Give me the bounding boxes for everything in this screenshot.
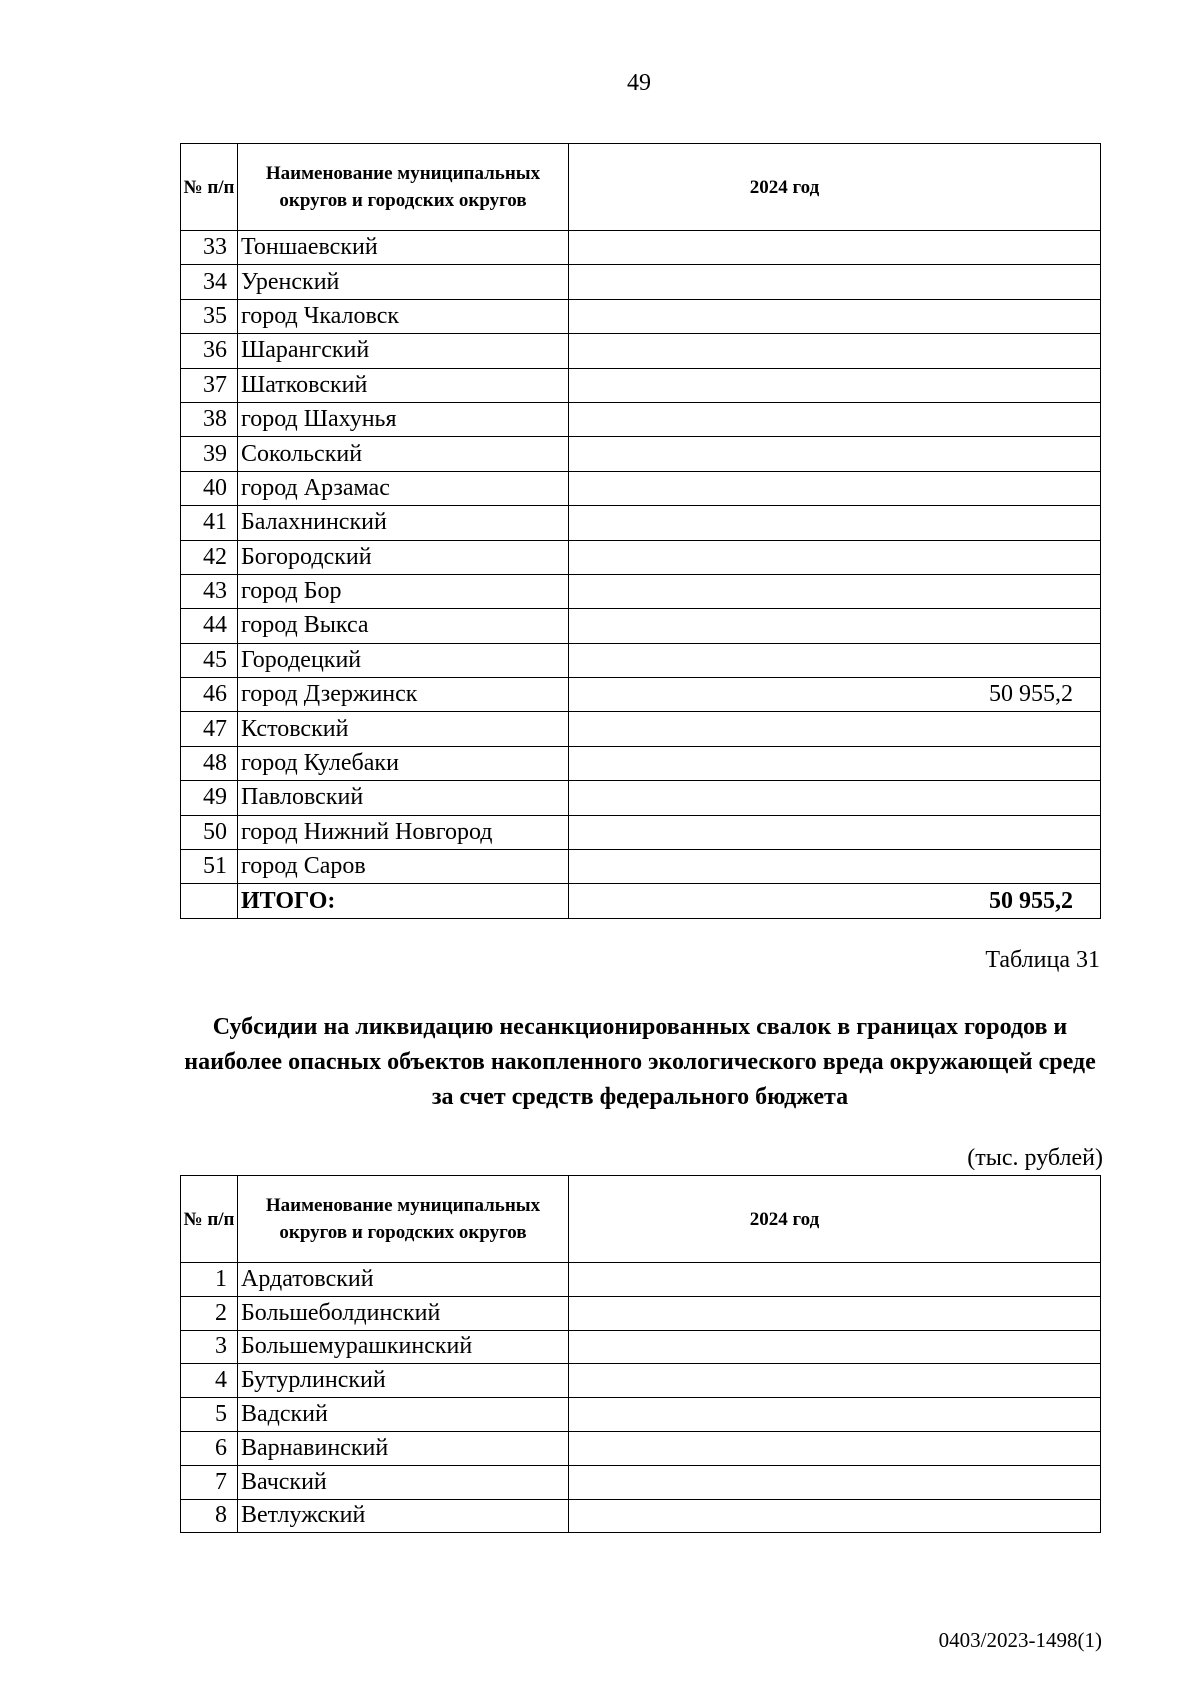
row-value — [569, 850, 1101, 884]
row-number: 33 — [181, 231, 238, 265]
row-name: город Бор — [238, 574, 569, 608]
table-row — [181, 746, 1101, 780]
row-name: Вадский — [238, 1398, 569, 1432]
row-name: Павловский — [238, 781, 569, 815]
table-row — [181, 643, 1101, 677]
table-header-row — [181, 1176, 1101, 1263]
table-row — [181, 334, 1101, 368]
row-value — [569, 437, 1101, 471]
total-label: ИТОГО: — [238, 884, 569, 918]
row-number: 2 — [181, 1296, 238, 1330]
row-name: Уренский — [238, 265, 569, 299]
row-value — [569, 471, 1101, 505]
table-row — [181, 815, 1101, 849]
row-value: 50 955,2 — [569, 678, 1101, 712]
table-row — [181, 402, 1101, 436]
row-number: 51 — [181, 850, 238, 884]
header-year: 2024 год — [569, 144, 1101, 231]
row-name: город Саров — [238, 850, 569, 884]
row-value — [569, 1398, 1101, 1432]
table-row — [181, 437, 1101, 471]
row-name: Шатковский — [238, 368, 569, 402]
row-number: 47 — [181, 712, 238, 746]
row-number: 36 — [181, 334, 238, 368]
table-row — [181, 712, 1101, 746]
row-value — [569, 1296, 1101, 1330]
header-year: 2024 год — [569, 1176, 1101, 1263]
page-number: 49 — [627, 70, 651, 96]
row-value — [569, 746, 1101, 780]
row-number: 6 — [181, 1431, 238, 1465]
table-row — [181, 540, 1101, 574]
row-number: 8 — [181, 1499, 238, 1533]
row-name: Богородский — [238, 540, 569, 574]
row-value — [569, 1431, 1101, 1465]
document-code: 0403/2023-1498(1) — [938, 1628, 1102, 1652]
row-value — [569, 781, 1101, 815]
row-number: 50 — [181, 815, 238, 849]
row-value — [569, 402, 1101, 436]
row-value — [569, 540, 1101, 574]
header-num: № п/п — [181, 1176, 238, 1263]
row-number: 45 — [181, 643, 238, 677]
row-name: Балахнинский — [238, 506, 569, 540]
row-name: город Дзержинск — [238, 678, 569, 712]
row-number: 42 — [181, 540, 238, 574]
table-row — [181, 1499, 1101, 1533]
table-31 — [180, 1175, 1101, 1533]
row-number: 38 — [181, 402, 238, 436]
total-row — [181, 884, 1101, 918]
row-value — [569, 574, 1101, 608]
row-number: 48 — [181, 746, 238, 780]
row-name: город Нижний Новгород — [238, 815, 569, 849]
row-name: Большемурашкинский — [238, 1330, 569, 1364]
row-name: Варнавинский — [238, 1431, 569, 1465]
header-name: Наименование муниципальных округов и городских округов — [238, 1176, 569, 1263]
table-row — [181, 506, 1101, 540]
row-number: 1 — [181, 1263, 238, 1297]
row-number: 46 — [181, 678, 238, 712]
row-number: 43 — [181, 574, 238, 608]
table-row — [181, 471, 1101, 505]
row-name: Шарангский — [238, 334, 569, 368]
row-number: 44 — [181, 609, 238, 643]
row-value — [569, 712, 1101, 746]
header-num: № п/п — [181, 144, 238, 231]
row-name: Ардатовский — [238, 1263, 569, 1297]
unit-label: (тыс. рублей) — [967, 1145, 1103, 1171]
table-body — [181, 1263, 1101, 1533]
table-title: Субсидии на ликвидацию несанкционированных свалок в границах городов и наиболее опасных объектов накопленного экологического вреда окружающей среде за счет средств федерального бюджета — [184, 1014, 1096, 1110]
row-value — [569, 334, 1101, 368]
row-value — [569, 1465, 1101, 1499]
table-header-row — [181, 144, 1101, 231]
row-name: город Арзамас — [238, 471, 569, 505]
table-previous-continued — [180, 143, 1101, 919]
row-number: 5 — [181, 1398, 238, 1432]
row-value — [569, 1263, 1101, 1297]
total-value: 50 955,2 — [569, 884, 1101, 918]
row-name: Городецкий — [238, 643, 569, 677]
table-row — [181, 1431, 1101, 1465]
table-row — [181, 1465, 1101, 1499]
row-value — [569, 1499, 1101, 1533]
row-value — [569, 231, 1101, 265]
row-number: 49 — [181, 781, 238, 815]
row-number: 40 — [181, 471, 238, 505]
table-row — [181, 231, 1101, 265]
table-row — [181, 1263, 1101, 1297]
row-value — [569, 368, 1101, 402]
row-value — [569, 1364, 1101, 1398]
table-row — [181, 368, 1101, 402]
row-number: 7 — [181, 1465, 238, 1499]
table-row — [181, 265, 1101, 299]
row-number: 4 — [181, 1364, 238, 1398]
row-name: Ветлужский — [238, 1499, 569, 1533]
row-value — [569, 1330, 1101, 1364]
row-name: город Шахунья — [238, 402, 569, 436]
row-value — [569, 299, 1101, 333]
row-number: 35 — [181, 299, 238, 333]
row-number: 34 — [181, 265, 238, 299]
table-row — [181, 1364, 1101, 1398]
row-number: 41 — [181, 506, 238, 540]
row-value — [569, 506, 1101, 540]
row-value — [569, 815, 1101, 849]
row-value — [569, 265, 1101, 299]
table-row — [181, 1296, 1101, 1330]
row-name: город Чкаловск — [238, 299, 569, 333]
row-number: 37 — [181, 368, 238, 402]
row-name: Сокольский — [238, 437, 569, 471]
table-row — [181, 609, 1101, 643]
row-value — [569, 609, 1101, 643]
row-number: 3 — [181, 1330, 238, 1364]
row-name: Тоншаевский — [238, 231, 569, 265]
table-body — [181, 231, 1101, 919]
table-row — [181, 781, 1101, 815]
table-label: Таблица 31 — [985, 947, 1100, 973]
row-name: Вачский — [238, 1465, 569, 1499]
row-number: 39 — [181, 437, 238, 471]
row-name: Кстовский — [238, 712, 569, 746]
row-name: Бутурлинский — [238, 1364, 569, 1398]
table-row — [181, 299, 1101, 333]
row-name: город Выкса — [238, 609, 569, 643]
table-row — [181, 1330, 1101, 1364]
row-value — [569, 643, 1101, 677]
row-name: город Кулебаки — [238, 746, 569, 780]
table-row — [181, 1398, 1101, 1432]
header-name: Наименование муниципальных округов и городских округов — [238, 144, 569, 231]
total-number-cell — [181, 884, 238, 918]
table-row — [181, 678, 1101, 712]
table-row — [181, 574, 1101, 608]
row-name: Большеболдинский — [238, 1296, 569, 1330]
table-row — [181, 850, 1101, 884]
